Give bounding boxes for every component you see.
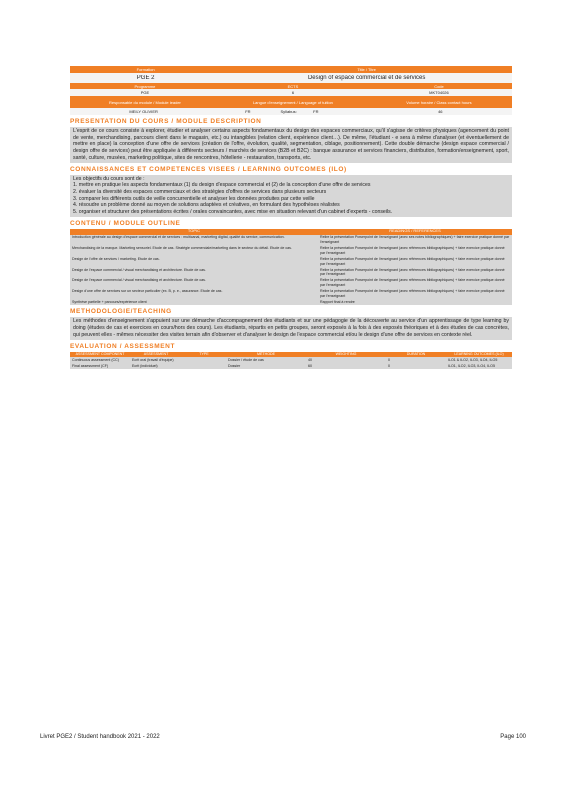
syllabus-label: Syllabus: — [280, 109, 297, 114]
outline-table — [70, 229, 512, 306]
ilo-item: 3. comparer les différents outils de veille concurrentielle et analyser les données produites par cette veille — [73, 195, 315, 202]
ref-cell: Relire la présentation Powerpoint de l'enseignant (avec références bibliographiques) + faire exercice pratique donné par l'enseignant — [320, 245, 505, 255]
title-value: Design of espace commercial et de services — [307, 75, 426, 81]
ects-value: 6 — [291, 90, 295, 95]
contenu-heading: CONTENU / MODULE OUTLINE — [70, 219, 181, 227]
ilo-cell: ILO1, ILO2, ILO3, ILO4, ILO5 — [448, 363, 495, 368]
ilo-item: 1. mettre en pratique les aspects fondamentaux (1) du design d'espace commercial et (2) de la conception d'une offre de services — [73, 182, 371, 189]
langue-label: Langue d'enseignement / Language of tuition — [252, 99, 333, 105]
syllabus-page — [70, 66, 512, 369]
table-row — [70, 256, 512, 267]
ref-cell: Rapport final à rendre — [320, 300, 355, 305]
ects-label: ECTS — [287, 83, 299, 89]
ilo-cell: ILO1 & ILO2, ILO3, ILO4, ILO5 — [448, 357, 498, 362]
page-footer — [40, 734, 526, 740]
topic-cell: Merchandising de la marque. Marketing sensoriel. Etude de cas. Stratégie commerciale/marketing dans le secteur du détail. Etude de cas. — [72, 245, 292, 250]
ilo-heading: CONNAISSANCES ET COMPETENCES VISEES / LEARNING OUTCOMES (ILO) — [70, 165, 347, 173]
syllabus-value: FR — [313, 109, 319, 114]
header-row-4 — [70, 89, 512, 96]
ref-cell: Relire la présentation Powerpoint de l'enseignant (avec références bibliographiques) + faire exercice pratique donné par l'enseignant — [320, 256, 505, 266]
ilo-item: 5. organiser et structurer des présentations écrites / orales convaincantes, avec mise en situation relevant d'un cabinet d'experts - conseils. — [73, 209, 393, 216]
responsable-label: Responsable du module / Module leader — [109, 99, 181, 105]
method-cell: Dossier / étude de cas — [228, 357, 264, 362]
weight-cell: 60 — [308, 363, 312, 368]
topic-header: TOPIC — [187, 228, 201, 234]
table-row — [70, 267, 512, 278]
footer-handbook-label: Livret PGE2 / Student handbook 2021 - 2022 — [40, 734, 160, 740]
programme-value: PGE — [140, 90, 150, 95]
col-component: ASSESSMENT COMPONENT — [75, 352, 125, 357]
ilo-intro: Les objectifs du cours sont de : — [73, 175, 145, 182]
topic-cell: Introduction générale au design d'espace commercial et de services : multicanal, marketing digital, qualité du service, communication. — [72, 235, 285, 240]
topic-cell: Design d'une offre de services sur un secteur particulier (ex. B, p. e., assurance. Etude de cas. — [72, 289, 223, 294]
col-type: TYPE — [199, 352, 209, 357]
table-row — [70, 278, 512, 289]
title-label: Title / Titre — [357, 67, 376, 72]
langue-value: FR — [245, 109, 251, 114]
formation-value: PGE 2 — [136, 75, 155, 81]
footer-page-number: Page 100 — [500, 734, 526, 740]
presentation-heading: PRESENTATION DU COURS / MODULE DESCRIPTION — [70, 118, 262, 125]
weight-cell: 40 — [308, 357, 312, 362]
programme-label: Programme — [134, 83, 156, 89]
table-row — [70, 300, 512, 306]
code-label: Code — [434, 83, 444, 89]
table-row — [70, 289, 512, 300]
ilo-item: 4. résoudre un problème donné au moyen de solutions adaptées et créatives, en formulant des hypothèses réalistes — [73, 202, 340, 209]
ref-cell: Relire la présentation Powerpoint de l'enseignant (avec références bibliographiques) + faire exercice pratique donné par l'enseignant — [320, 267, 505, 277]
header-row-3 — [70, 83, 512, 89]
header-row-5 — [70, 96, 512, 108]
table-row — [70, 245, 512, 256]
col-assessment: ASSESSMENT — [143, 352, 169, 357]
duration-cell: 0 — [388, 363, 390, 368]
ref-cell: Relire la présentation Powerpoint de l'enseignant (avec ses notes bibliographiques) + faire exercice pratique donné par l'enseignant — [320, 235, 510, 245]
responsable-value: MEILY OLIVIER — [129, 109, 158, 114]
type-cell — [182, 363, 226, 369]
code-value: MKT04026 — [429, 90, 449, 95]
topic-cell: Design de l'espace commercial / visual merchandising et architecture. Etude de cas. — [72, 267, 206, 272]
col-duration: DURATION — [406, 352, 426, 357]
col-method: MÉTHODE — [257, 352, 275, 357]
ilo-box — [70, 175, 512, 217]
table-row — [70, 235, 512, 246]
methodo-text: Les méthodes d'enseignement s'appuient sur une démarche d'accompagnement des étudiants et sur une pédagogie de la découverte au service d'un apprentissage de type learning by doing (études de cas et exercices en cours/hors des cours). Les étudiants, répartis en petits groupes, seront exposés à la fois à des exposés théoriques et à des études de cas concrètes, qui peuvent elles - mêmes nécessiter des visites terrain afin d'observer et d'analyser le design de l'espace commercial et/ou le design d'une offre de services en contexte réel. — [70, 317, 512, 339]
ref-cell: Relire la présentation Powerpoint de l'enseignant (avec références bibliographiques) + faire exercice pratique donné par l'enseignant — [320, 278, 505, 288]
methodo-heading: METHODOLOGIE/TEACHING — [70, 308, 172, 316]
component-cell: Final assessment (CF) — [72, 363, 109, 368]
ilo-item: 2. évaluer la diversité des espaces commerciaux et des stratégies d'offres de services dans plusieurs secteurs — [73, 188, 327, 195]
header-row-2 — [70, 73, 512, 83]
volume-value: 46 — [438, 109, 443, 114]
assessment-cell: Ecrit oral (travail d'équipe) — [132, 357, 174, 362]
header-row-6 — [70, 108, 512, 115]
volume-label: Volume horaire / Class contact hours — [406, 99, 472, 105]
topic-cell: Design de l'espace commercial / visual merchandising et architecture. Etude de cas. — [72, 278, 206, 283]
topic-cell: Design de l'offre de services / marketing. Etude de cas. — [72, 256, 160, 261]
method-cell: Dossier — [228, 363, 241, 368]
duration-cell: 0 — [388, 357, 390, 362]
readings-header: READINGS / REFERENCES — [389, 228, 441, 234]
evaluation-heading: EVALUATION / ASSESSMENT — [70, 342, 176, 350]
formation-label: Formation — [136, 67, 155, 72]
topic-cell: Synthèse partielle + parcours/expérience client — [72, 300, 147, 305]
table-row — [70, 363, 512, 369]
presentation-text: L'esprit de ce cours consiste à explorer, étudier et analyser certains aspects fondamentaux du design des espaces commerciaux, qu'il s'agisse de critères physiques (agencement du point de vente, merchandising, parcours client dans le magasin, etc.) ou intangibles (relation client, expérience client…). De même, l'étudiant - e sera à même d'analyser (et éventuellement de mettre en place) la conception d'une offre de services (création de l'offre, évolution, qualité, segmentation, ciblage, positionnement). Cette double démarche (design espace commercial / design offre de services) peut être appliquée à différents secteurs / marchés de services (B2B et B2C) : banque assurance et services financiers, distribution, formation/enseignement, sport, santé, culture, musées, marketing politique, sites de rencontres, hôtellerie - restauration, transports, etc. — [70, 127, 512, 163]
header-row-1 — [70, 66, 512, 73]
assessment-cell: Ecrit (individuel) — [132, 363, 158, 368]
ref-cell: Relire la présentation Powerpoint de l'enseignant (avec références bibliographiques) + faire exercice pratique donné par l'enseignant — [320, 289, 505, 299]
col-ilo: LEARNING OUTCOMES (ILO) — [454, 352, 504, 357]
component-cell: Continuous assessment (CC) — [72, 357, 119, 362]
assessment-table — [70, 352, 512, 370]
col-weighting: WEIGHTING — [335, 352, 357, 357]
